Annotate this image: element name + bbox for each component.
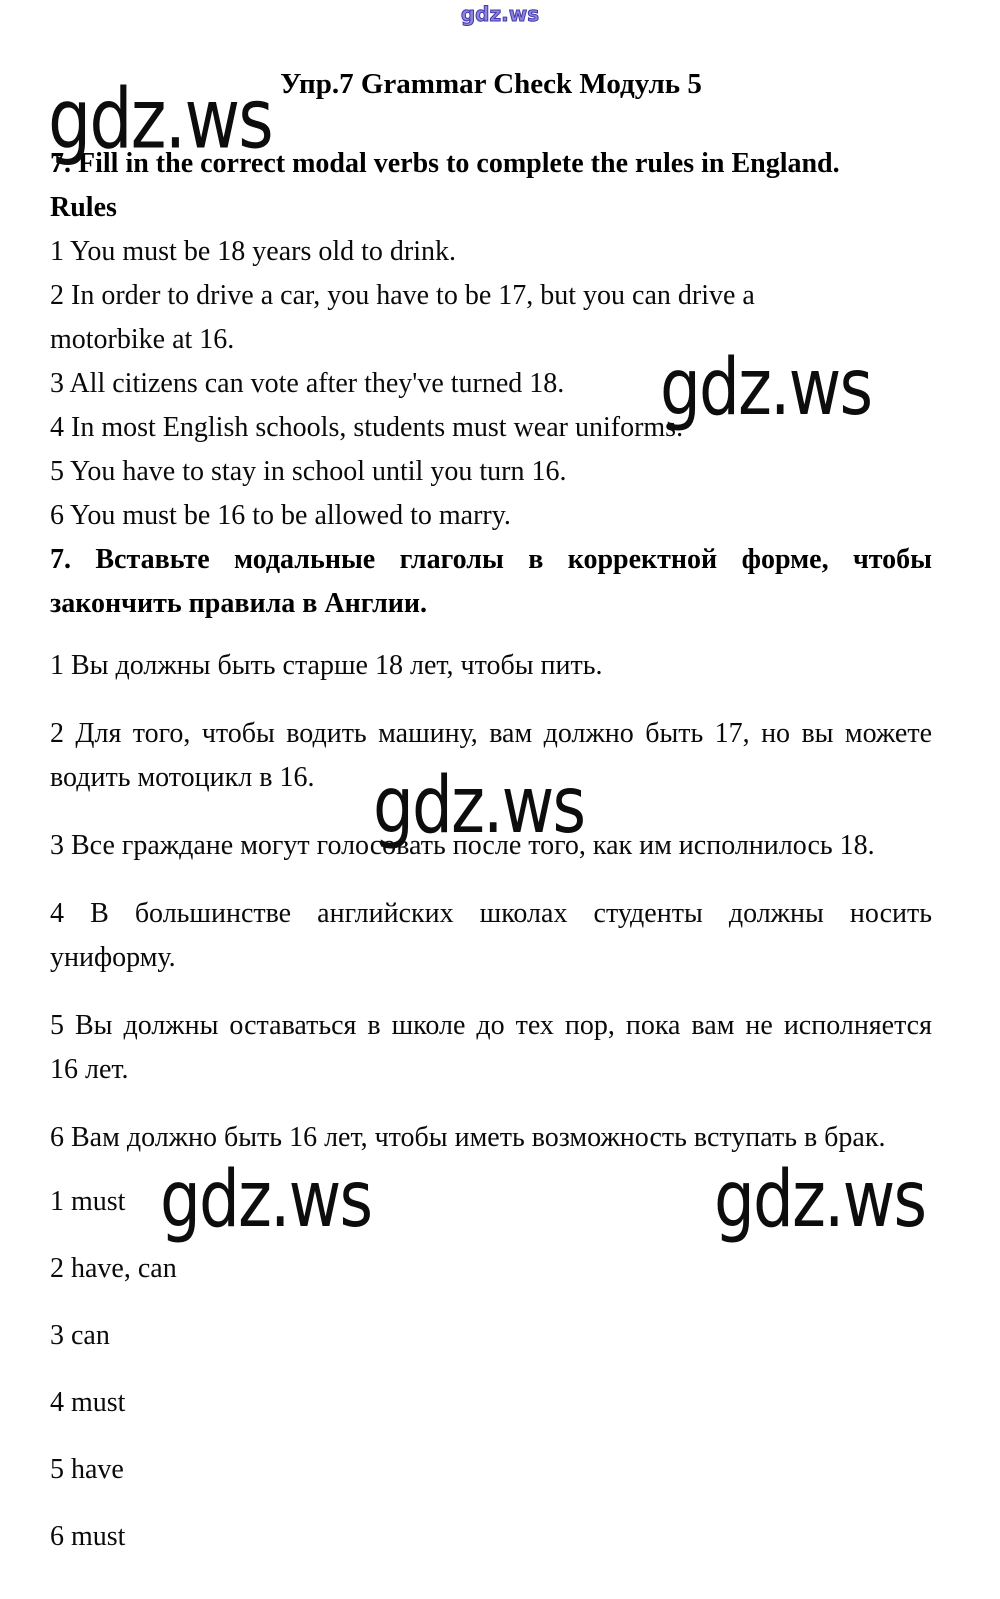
rule-ru-6: [50, 1116, 932, 1160]
task-heading-ru-line-1: 7. Вставьте модальные глаголы в корректной форме, чтобы: [50, 544, 932, 575]
answer-3: 3 can: [50, 1320, 110, 1351]
answer-6: 6 must: [50, 1521, 126, 1552]
rule-ru-4-line-1: 4 В большинстве английских школах студенты должны носить: [50, 898, 932, 929]
rule-en-2: [50, 274, 932, 362]
answer-2: 2 have, can: [50, 1253, 177, 1284]
rules-ru-list: [50, 644, 932, 1160]
rule-ru-1: [50, 644, 932, 688]
gdzws-watermark-left: gdz.ws: [48, 71, 272, 168]
rules-label: Rules: [50, 192, 117, 223]
rule-en-6: [50, 494, 932, 538]
rule-ru-2: [50, 712, 932, 800]
rule-ru-5-line-2: 16 лет.: [50, 1054, 129, 1085]
answers-list: [50, 1180, 932, 1559]
rule-ru-6-line: 6 Вам должно быть 16 лет, чтобы иметь возможность вступать в брак.: [50, 1122, 886, 1153]
rule-ru-5: [50, 1004, 932, 1092]
rule-en-1: [50, 230, 932, 274]
rules-en-list: [50, 230, 932, 538]
task-heading-ru: [50, 538, 932, 626]
gdzws-watermark-answers-right: gdz.ws: [714, 1153, 926, 1246]
rule-ru-1-line: 1 Вы должны быть старше 18 лет, чтобы пить.: [50, 650, 603, 681]
answer-1: 1 must: [50, 1186, 126, 1217]
gdzws-watermark-top: gdz.ws: [460, 2, 540, 26]
page-title: Упр.7 Grammar Check Модуль 5: [280, 68, 702, 100]
task-heading-en: 7. Fill in the correct modal verbs to complete the rules in England.: [50, 148, 840, 179]
gdzws-watermark-center: gdz.ws: [373, 759, 585, 852]
rule-en-5: [50, 450, 932, 494]
rule-en-1-line: 1 You must be 18 years old to drink.: [50, 236, 456, 267]
gdzws-watermark-right: gdz.ws: [660, 341, 872, 434]
rule-en-3: [50, 362, 932, 406]
rule-en-5-line: 5 You have to stay in school until you turn 16.: [50, 456, 567, 487]
rule-ru-3: [50, 824, 932, 868]
rule-ru-2-line-2: водить мотоцикл в 16.: [50, 762, 315, 793]
rule-en-4-line: 4 In most English schools, students must wear uniforms.: [50, 412, 684, 443]
rule-ru-4-line-2: униформу.: [50, 942, 176, 973]
rule-en-6-line: 6 You must be 16 to be allowed to marry.: [50, 500, 511, 531]
rule-ru-5-line-1: 5 Вы должны оставаться в школе до тех пор, пока вам не исполняется: [50, 1010, 932, 1041]
gdzws-watermark-answers-left: gdz.ws: [160, 1153, 372, 1246]
answer-4: 4 must: [50, 1387, 126, 1418]
rule-en-2-line-1: 2 In order to drive a car, you have to be 17, but you can drive a: [50, 280, 755, 311]
rule-en-2-line-2: motorbike at 16.: [50, 324, 235, 355]
rule-ru-2-line-1: 2 Для того, чтобы водить машину, вам должно быть 17, но вы можете: [50, 718, 932, 749]
rule-en-3-line: 3 All citizens can vote after they've turned 18.: [50, 368, 565, 399]
rule-ru-3-line: 3 Все граждане могут голосовать после того, как им исполнилось 18.: [50, 830, 875, 861]
rule-ru-4: [50, 892, 932, 980]
task-heading-ru-line-2: закончить правила в Англии.: [50, 588, 428, 619]
answer-5: 5 have: [50, 1454, 124, 1485]
rule-en-4: [50, 406, 932, 450]
